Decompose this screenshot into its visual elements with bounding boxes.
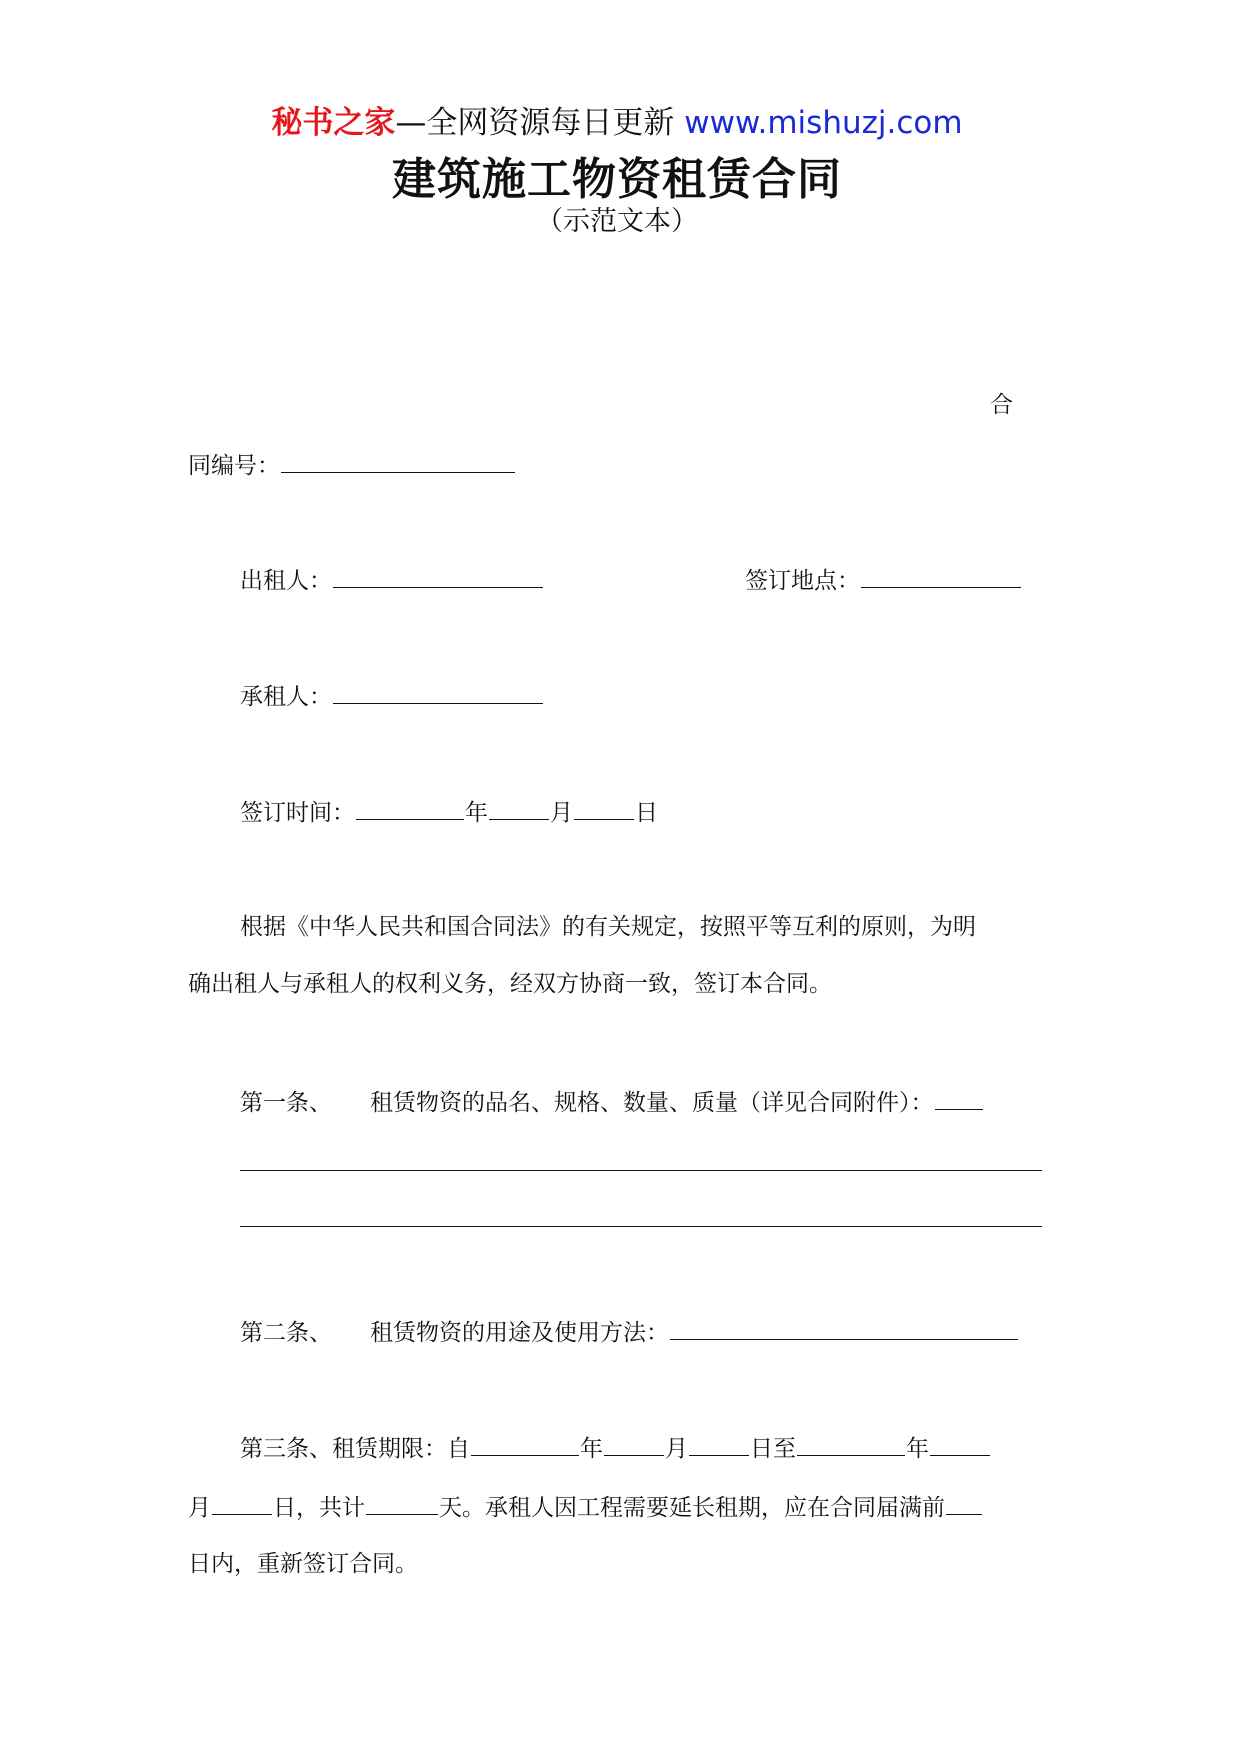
- sign-time-row: [240, 795, 658, 830]
- lease-start-year-label: 年: [580, 1436, 603, 1462]
- article-2-text: 租赁物资的用途及使用方法：: [370, 1320, 669, 1346]
- article-1-blank-line-2[interactable]: [240, 1226, 1042, 1227]
- document-subtitle: （示范文本）: [536, 206, 698, 237]
- lessee-blank[interactable]: [333, 679, 543, 704]
- sign-day-label: 日: [635, 800, 658, 826]
- sign-month-label: 月: [550, 800, 573, 826]
- lease-total-label: 日，共计: [273, 1495, 365, 1521]
- article-2-blank[interactable]: [670, 1315, 1018, 1340]
- lessee-label: 承租人：: [240, 684, 332, 710]
- article-3-line-3: 日内，重新签订合同。: [188, 1551, 418, 1577]
- contract-no-row: [188, 448, 516, 483]
- sign-time-label: 签订时间：: [240, 800, 355, 826]
- contract-no-label-part2: 同编号：: [188, 453, 280, 479]
- sign-year-blank[interactable]: [356, 795, 464, 820]
- article-1-blank-inline[interactable]: [935, 1085, 983, 1110]
- contract-no-blank[interactable]: [281, 448, 515, 473]
- article-1-number: 第一条、: [240, 1090, 332, 1116]
- lessor-row: [240, 563, 544, 598]
- lease-start-day-blank[interactable]: [689, 1431, 749, 1456]
- lease-end-month-blank[interactable]: [930, 1431, 990, 1456]
- lease-end-year-label: 年: [906, 1436, 929, 1462]
- document-title: 建筑施工物资租赁合同: [392, 154, 842, 205]
- sign-place-label: 签订地点：: [745, 568, 860, 594]
- article-3-row-2: [188, 1490, 983, 1525]
- brand-name: 秘书之家: [271, 105, 396, 141]
- sign-year-label: 年: [465, 800, 488, 826]
- site-url-link[interactable]: www.mishuzj.com: [684, 105, 963, 141]
- renewal-days-blank[interactable]: [946, 1490, 982, 1515]
- article-3-prefix: 第三条、租赁期限：自: [240, 1436, 470, 1462]
- article-3-row-1: [240, 1431, 991, 1466]
- lease-end-month-label: 月: [188, 1495, 211, 1521]
- contract-no-label-part1: 合: [990, 392, 1013, 418]
- lease-day-to-label: 日至: [750, 1436, 796, 1462]
- article-1-blank-line-1[interactable]: [240, 1170, 1042, 1171]
- lease-start-month-label: 月: [665, 1436, 688, 1462]
- intro-line-1: 根据《中华人民共和国合同法》的有关规定，按照平等互利的原则，为明: [240, 914, 976, 940]
- sign-day-blank[interactable]: [574, 795, 634, 820]
- banner-slogan: —全网资源每日更新: [395, 105, 675, 141]
- lease-end-day-blank[interactable]: [212, 1490, 272, 1515]
- site-banner: [0, 103, 1234, 143]
- lease-days-tail: 天。承租人因工程需要延长租期，应在合同届满前: [439, 1495, 945, 1521]
- article-2-number: 第二条、: [240, 1320, 332, 1346]
- sign-month-blank[interactable]: [489, 795, 549, 820]
- lessee-row: [240, 679, 544, 714]
- article-1-row: [240, 1085, 984, 1120]
- lease-end-year-blank[interactable]: [797, 1431, 905, 1456]
- lease-start-month-blank[interactable]: [604, 1431, 664, 1456]
- lease-start-year-blank[interactable]: [471, 1431, 579, 1456]
- article-2-row: [240, 1315, 1019, 1350]
- lessor-label: 出租人：: [240, 568, 332, 594]
- intro-line-2: 确出租人与承租人的权利义务，经双方协商一致，签订本合同。: [188, 971, 832, 997]
- sign-place-row: [745, 563, 1022, 598]
- sign-place-blank[interactable]: [861, 563, 1021, 588]
- lessor-blank[interactable]: [333, 563, 543, 588]
- lease-total-days-blank[interactable]: [366, 1490, 438, 1515]
- article-1-text: 租赁物资的品名、规格、数量、质量（详见合同附件）：: [370, 1090, 934, 1116]
